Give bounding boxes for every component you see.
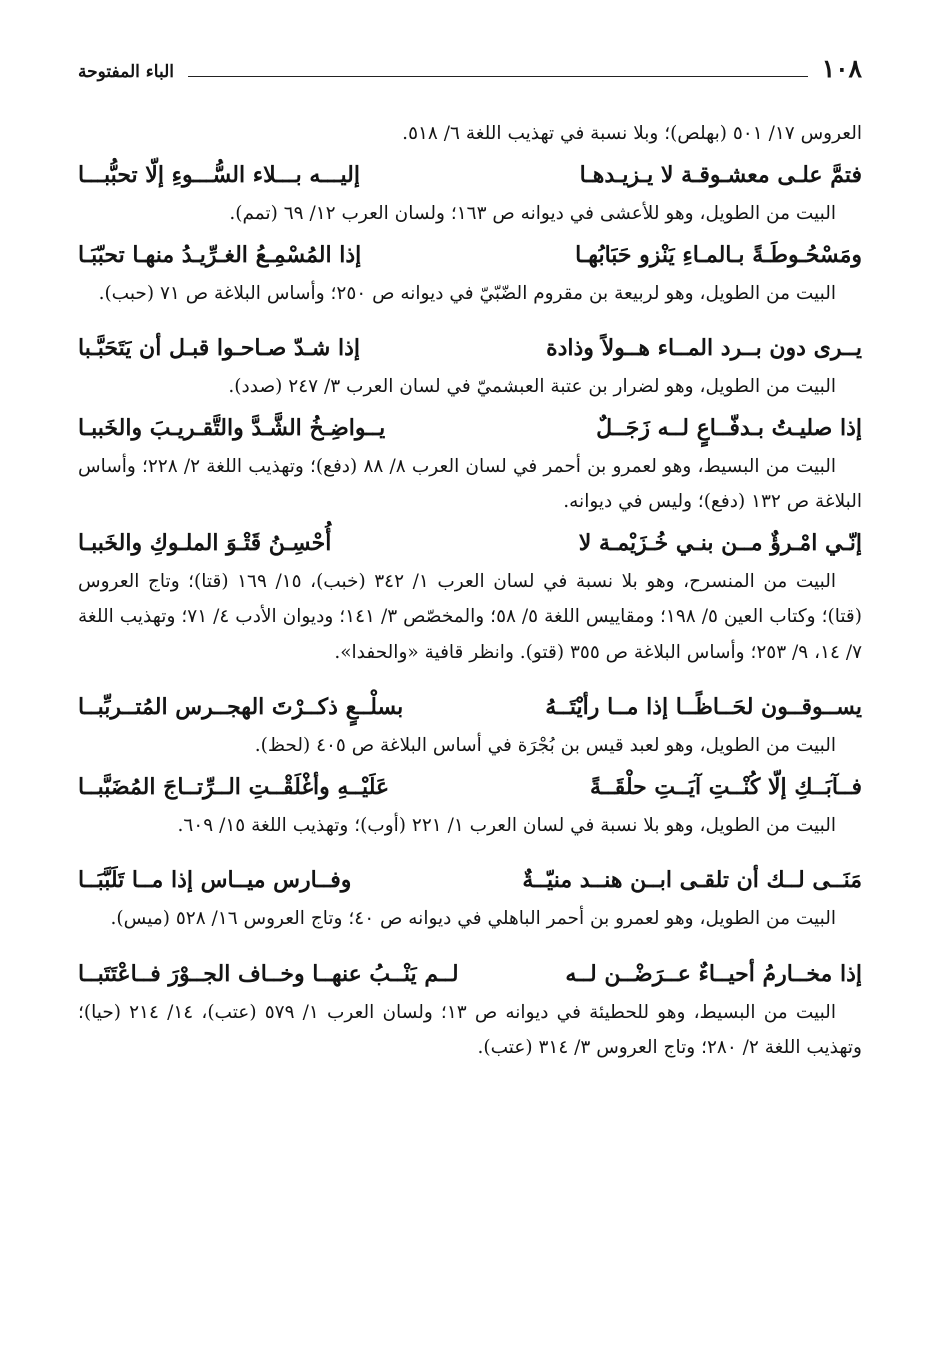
- verse-first-hemistich: يســوقــون لحَــاظًــا إذا مــا رأيْتَــهُ: [545, 694, 862, 720]
- book-page: [78, 50, 862, 1066]
- verse-second-hemistich: أُحْسِـنُ قَتْـوَ الملـوكِ والخَببـا: [78, 529, 332, 556]
- verse-note: البيت من البسيط، وهو لعمرو بن أحمر في لسان العرب ٨/ ٨٨ (دفع)؛ وتهذيب اللغة ٢/ ٢٢٨؛ وأساس البلاغة ص ١٣٢ (دفع)؛ وليس في ديوانه.: [78, 455, 862, 512]
- entry-2: [78, 236, 862, 312]
- running-title: الباء المفتوحة: [78, 62, 174, 82]
- verse-note: البيت من الطويل، وهو لربيعة بن مقروم الضّبّيّ في ديوانه ص ٢٥٠؛ وأساس البلاغة ص ٧١ (حبب).: [98, 282, 836, 304]
- verse-first-hemistich: يــرى دون بــرد المــاء هــولاً وذادة: [546, 335, 862, 361]
- verse-line: [78, 329, 862, 367]
- verse-second-hemistich: لــم يَنْــبُ عنهــا وخــاف الجــوْرَ فــاعْتَتَبــا: [78, 960, 459, 987]
- verse-line: [78, 688, 862, 726]
- verse-first-hemistich: فتمَّ علـى معشـوقـة لا يـزيـدهـا: [579, 162, 862, 188]
- verse-second-hemistich: بسلْــعٍ ذكــرْتَ الهجــرس المُتــربِّبــا: [78, 694, 404, 720]
- verse-second-hemistich: إذا المُسْمِـعُ الغـرِّيـدُ منهـا تحبّبَـا: [78, 241, 362, 268]
- verse-line: [78, 524, 862, 562]
- header-rule: [188, 76, 808, 77]
- page-header: [78, 50, 862, 84]
- verse-line: [78, 768, 862, 806]
- verse-note: البيت من الطويل، وهو لعبد قيس بن بُجْرَة في أساس البلاغة ص ٤٠٥ (لحظ).: [254, 735, 836, 756]
- entry-6: [78, 688, 862, 764]
- verse-first-hemistich: فــآبَــكِ إلّا كُنْــتِ آيَــتِ حلْقَــةً: [590, 773, 862, 800]
- verse-note: البيت من المنسرح، وهو بلا نسبة في لسان العرب ١/ ٣٤٢ (خبب)، ١٥/ ١٦٩ (قتا)؛ وتاج العروس (قتا)؛ وكتاب العين ٥/ ١٩٨؛ ومقاييس اللغة ٥/ ٥٨؛ والمخصّص ٣/ ١٤١؛ وديوان الأدب ٤/ ٧١؛ وتهذيب اللغة ٧/ ١٤، ٩/ ٢٥٣؛ وأساس البلاغة ص ٣٥٥ (قتو). وانظر قافية «والحفدا».: [78, 570, 862, 663]
- verse-first-hemistich: ومَسْحُـوطَـةً بـالمـاءِ يَنْزو حَبَابُهـا: [575, 241, 862, 268]
- entry-8: [78, 861, 862, 937]
- entry-7: [78, 768, 862, 844]
- verse-line: [78, 409, 862, 447]
- verse-line: [78, 861, 862, 899]
- verse-line: [78, 955, 862, 993]
- entry-4: [78, 409, 862, 520]
- entry-1: [78, 156, 862, 232]
- verse-note: البيت من الطويل، وهو لعمرو بن أحمر الباهلي في ديوانه ص ٤٠؛ وتاج العروس ١٦/ ٥٢٨ (ميس).: [110, 908, 836, 929]
- entry-9: [78, 955, 862, 1066]
- verse-note: البيت من البسيط، وهو للحطيئة في ديوانه ص ١٣؛ ولسان العرب ١/ ٥٧٩ (عتب)، ١٤/ ٢١٤ (حيا)؛ وتهذيب اللغة ٢/ ٢٨٠؛ وتاج العروس ٣/ ٣١٤ (عتب).: [78, 1001, 862, 1058]
- verse-note: البيت من الطويل، وهو للأعشى في ديوانه ص ١٦٣؛ ولسان العرب ١٢/ ٦٩ (تمم).: [229, 203, 836, 224]
- verse-first-hemistich: إذا مخــارمُ أحيــاءٌ عــرَضْــن لــه: [565, 960, 862, 987]
- verse-note: البيت من الطويل، وهو بلا نسبة في لسان العرب ١/ ٢٢١ (أوب)؛ وتهذيب اللغة ١٥/ ٦٠٩.: [177, 814, 836, 836]
- entry-3: [78, 329, 862, 405]
- continued-footnote: العروس ١٧/ ٥٠١ (بهلص)؛ وبلا نسبة في تهذيب اللغة ٦/ ٥١٨.: [402, 123, 862, 144]
- verse-first-hemistich: إنّـي امْـرؤٌ مــن بنـي خُـزَيْمـة لا: [578, 529, 862, 556]
- entry-5: [78, 524, 862, 671]
- verse-line: [78, 156, 862, 194]
- page-number: ١٠٨: [821, 54, 862, 83]
- verse-second-hemistich: يــواضِـخُ الشَّـدَّ والتَّقـريـبَ والخَببـا: [78, 414, 386, 441]
- verse-second-hemistich: إذا شـدّ صـاحـوا قبـل أن يَتَحَبَّـبا: [78, 335, 361, 361]
- verse-second-hemistich: إليـــه بـــلاء السُّـــوءِ إلّا تحبُّبـــا: [78, 162, 360, 188]
- verse-first-hemistich: مَنَــى لــك أن تلقـى ابــن هنــد منيّــةٌ: [522, 867, 862, 893]
- verse-second-hemistich: عَلَيْــهِ وأغْلَقْــتِ الــرِّتــاجَ المُضَبَّبــا: [78, 773, 390, 800]
- verse-second-hemistich: وفــارس ميــاس إذا مــا تَلَبَّبَــا: [78, 867, 352, 893]
- verse-first-hemistich: إذا صليـتُ بـدفّــاعٍ لــه زَجَــلٌ: [596, 414, 862, 441]
- verse-note: البيت من الطويل، وهو لضرار بن عتبة العبشميّ في لسان العرب ٣/ ٢٤٧ (صدد).: [228, 376, 836, 397]
- verse-line: [78, 236, 862, 274]
